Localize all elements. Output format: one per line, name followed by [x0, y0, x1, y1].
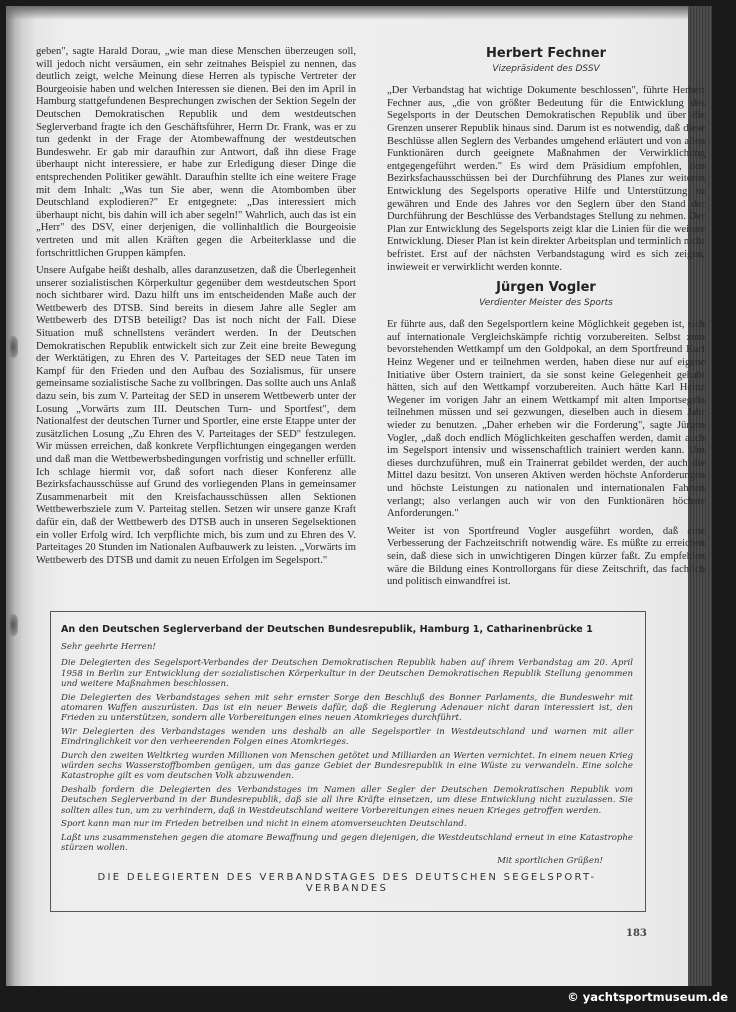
speaker-section-fechner [387, 48, 705, 274]
copyright-watermark: © yachtsportmuseum.de [567, 990, 728, 1004]
right-column [387, 46, 705, 594]
letter-salutation: Sehr geehrte Herren! [61, 642, 156, 652]
paragraph: Er führte aus, daß den Segelsportlern keine Möglichkeit gegeben ist, sich auf internationale Vergleichskämpfe richtig vorzubereiten. Selbst zum bevorstehenden Wettkampf um den Goldpokal, an dem Sportfreund Karl Heinz Wegener und er teilnehmen werden, haben diese nur auf eigene Initiative über Ostern trainiert, da sie sonst keine Gelegenheit gehabt hätten, sich auf den Wettkampf vorzubereiten. Auch hätte Karl Heinz Wegener im vorigen Jahr an einem Wettkampf mit alten Importsegeln teilnehmen müssen und sei gezwungen, dieselben auch in diesem Jahr wieder zu benutzen. „Daher erheben wir die Forderung", sagte Jürgen Vogler, „daß doch endlich Möglichkeiten geschaffen werden, damit auch im Segelsport intensiv und wissenschaftlich trainiert werden kann. Um dieses durchzuführen, muß ein Trainerrat gebildet werden, der auch die Mittel dazu besitzt. Von unseren Aktiven werden höchste Anforderungen und höchste Leistungen zu nationalen und internationalen Fahrten verlangt; also verlangen auch wir von den Funktionären höchste Anforderungen." [387, 319, 705, 520]
letter-paragraph: Die Delegierten des Segelsport-Verbandes der Deutschen Demokratischen Republik haben auf ihrem Verbandstag am 20. April 1958 in Berlin zur Entwicklung der sozialistischen Körperkultur in der Deutschen Demokratischen Republik Stellung genommen und weitere Maßnahmen beschlossen. [61, 658, 633, 690]
speaker-name: Jürgen Vogler [496, 280, 596, 296]
binding-hole [8, 336, 18, 358]
page-number: 183 [626, 928, 647, 939]
left-column [36, 46, 356, 572]
letter-paragraph: Sport kann man nur im Frieden betreiben und nicht in einem atomverseuchten Deutschland. [61, 819, 467, 830]
speaker-name: Herbert Fechner [486, 46, 606, 61]
letter-signature: DIE DELEGIERTEN DES VERBANDSTAGES DES DEUTSCHEN SEGELSPORT-VERBANDES [97, 872, 597, 895]
letter-paragraph: Wir Delegierten des Verbandstages wenden uns deshalb an alle Segelsportler in Westdeutschland und warnen mit aller Eindringlichkeit vor den verheerenden Folgen eines Atomkrieges. [61, 726, 633, 748]
paragraph: Weiter ist von Sportfreund Vogler ausgeführt worden, daß eine Verbesserung der Fachzeitschrift notwendig wäre. Es müßte zu erreichen sein, daß diese sich in unwichtigeren Dingen kürzer faßt. Zu empfehlen wäre die Bildung eines Kontrollorgans für diese Zeitschrift, das fachlich und politisch einwandfrei ist. [387, 525, 705, 588]
binding-hole [8, 614, 18, 636]
book-gutter-shadow [6, 6, 22, 986]
speaker-title: Verdienter Meister des Sports [479, 297, 613, 308]
paragraph: „Der Verbandstag hat wichtige Dokumente beschlossen", führte Herbert Fechner aus, „die von größter Bedeutung für die Entwicklung des Segelsports in der Deutschen Demokratischen Republik und über die Grenzen unserer Republik hinaus sind. Darum ist es notwendig, daß diese Beschlüsse allen Seglern des Verbandes umgehend erläutert und von allen Funktionären durch geeignete Maßnahmen der Verwirklichung entgegengeführt werden." Es wird dem Präsidium empfohlen, den Bezirksfachausschüssen bei der Durchführung des Planes zur weiteren Entwicklung des Segelsports operative Hilfe und Unterstützung zu gewähren und Ende des Jahres vor den Seglern über den Stand der Durchführung der Beschlüsse des Verbandstages Stellung zu nehmen. Der Plan zur Entwicklung des Segelsports zeigt klar die Linien für die weitere Entwicklung. Dieser Plan ist kein direkter Arbeitsplan und terminlich nicht befristet. Erst auf der nächsten Verbandstagung wird es sich zeigen, inwieweit er verwirklicht werden konnte. [387, 85, 705, 273]
speaker-title: Vizepräsident des DSSV [492, 63, 600, 74]
scanned-page [6, 6, 712, 986]
letter-paragraph: Die Delegierten des Verbandstages sehen mit sehr ernster Sorge den Beschluß des Bonner Parlaments, die Bundeswehr mit atomaren Waffen auszurüsten. Das ist ein neuer Beweis dafür, daß die Regierung Adenauer nicht daran interessiert ist, den Frieden zu unterstützen, sondern alle Vorbereitungen eines neuen Atomkrieges durchführt. [61, 692, 633, 724]
letter-closing: Mit sportlichen Grüßen! [497, 856, 603, 867]
open-letter-box [50, 611, 646, 912]
letter-paragraph: Durch den zweiten Weltkrieg wurden Millionen von Menschen getötet und Milliarden an Werten vernichtet. In einem neuen Krieg würden sechs Wasserstoffbomben genügen, um das ganze Gebiet der Bundesrepublik in eine Wüste zu verwandeln. Eine solche Katastrophe gilt es vom deutschen Volk abzuwenden. [61, 750, 633, 782]
page-top-shadow [6, 6, 712, 20]
paragraph: Unsere Aufgabe heißt deshalb, alles daranzusetzen, daß die Überlegenheit unserer sozialistischen Körperkultur gegenüber dem westdeutschen Sport noch sichtbarer wird. Dazu hilft uns im entscheidenden Maße auch der Wettbewerb des DTSB. Sind bereits in diesem Jahre alle Segler am Wettbewerb des DTSB beteiligt? Das ist noch nicht der Fall. Diese Situation muß schnellstens verändert werden. In der Deutschen Demokratischen Republik entwickelt sich zur Zeit eine breite Bewegung der Werktätigen, zu Ehren des V. Parteitages der SED neue Taten im Kampf für den Frieden und den Aufbau des Sozialismus, für unsere gemeinsame sozialistische Sache zu vollbringen. Das sollte auch uns Anlaß dazu sein, bis zum V. Parteitag der SED in unserem Wettbewerb unter der Losung „Vorwärts zum III. Deutschen Turn- und Sportfest", dem Nationalfest der deutschen Turner und Sportler, eine erste Etappe unter der zusätzlichen Losung „Zu Ehren des V. Parteitages der SED" festzulegen. Wir müssen erreichen, daß konkrete Verpflichtungen eingegangen werden und daß man die Wettbewerbsbedingungen vorfristig und schneller erfüllt. Ich schlage hiermit vor, daß sofort nach dieser Konferenz alle Bezirksfachausschüsse auf Grund des vorliegenden Plans in gemeinsamer Zusammenarbeit mit den Kreisfachausschüssen allen Sektionen Wettbewerbsziele zum V. Parteitag stellen. Setzen wir unsere ganze Kraft dafür ein, daß der Wettbewerb des DTSB auch in unseren Segelsektionen ein voller Erfolg wird. Ich verpflichte mich, bis zum und zu Ehren des V. Parteitages 20 Stunden im Nationalen Aufbauwerk zu leisten. „Vorwärts im Wettbewerb des DTSB und damit zu neuen Erfolgen im Segelsport." [36, 265, 356, 566]
paragraph: geben", sagte Harald Dorau, „wie man diese Menschen überzeugen soll, will jedoch nicht versäumen, ein sehr zeitnahes Beispiel zu nennen, das deutlich zeigt, welche Meinung diese Herren als typische Vertreter der Bourgeoisie haben und welchen Interessen sie dienen. Bei den im April in Hamburg stattgefundenen Besprechungen zwischen der Sektion Segeln der Deutschen Demokratischen Republik und dem westdeutschen Seglerverband fragte ich den Geschäftsführer, Herrn Dr. Frank, was er zu tun gedenkt in der Frage der Atombewaffnung der westdeutschen Bundeswehr. Er gab mir daraufhin zur Antwort, daß ihn diese Frage überhaupt nicht interessiere, er habe zur Erledigung dieser Dinge die entsprechenden Politiker gewählt. Daraufhin stellte ich eine weitere Frage mit dem Inhalt: „Was tun Sie aber, wenn die Atombomben über Deutschland explodieren?" Er entgegnete: „Das interessiert mich überhaupt nicht, bis dahin will ich aber segeln!" Wahrlich, auch das ist ein „Herr" des DSV, einer derjenigen, die vollinhaltlich die Bourgeoisie vertreten und mit allen Kräften gegen die Arbeiterklasse und die fortschrittlichen Gruppen kämpfen. [36, 46, 356, 259]
letter-paragraph: Laßt uns zusammenstehen gegen die atomare Bewaffnung und gegen diejenigen, die Westdeutschland erneut in eine Katastrophe stürzen wollen. [61, 832, 633, 853]
letter-paragraph: Deshalb fordern die Delegierten des Verbandstages im Namen aller Segler der Deutschen Demokratischen Republik vom Deutschen Seglerverband in der Bundesrepublik, daß sie all ihre Kräfte einsetzen, um diese Entwicklung nicht zuzulassen. Sie sollten alles tun, um zu verhindern, daß in Westdeutschland weitere Vorbereitungen eines neuen Krieges getroffen werden. [61, 784, 633, 816]
letter-heading: An den Deutschen Seglerverband der Deutschen Bundesrepublik, Hamburg 1, Catharinenbrücke 1 [61, 624, 593, 635]
speaker-section-vogler [387, 282, 705, 589]
